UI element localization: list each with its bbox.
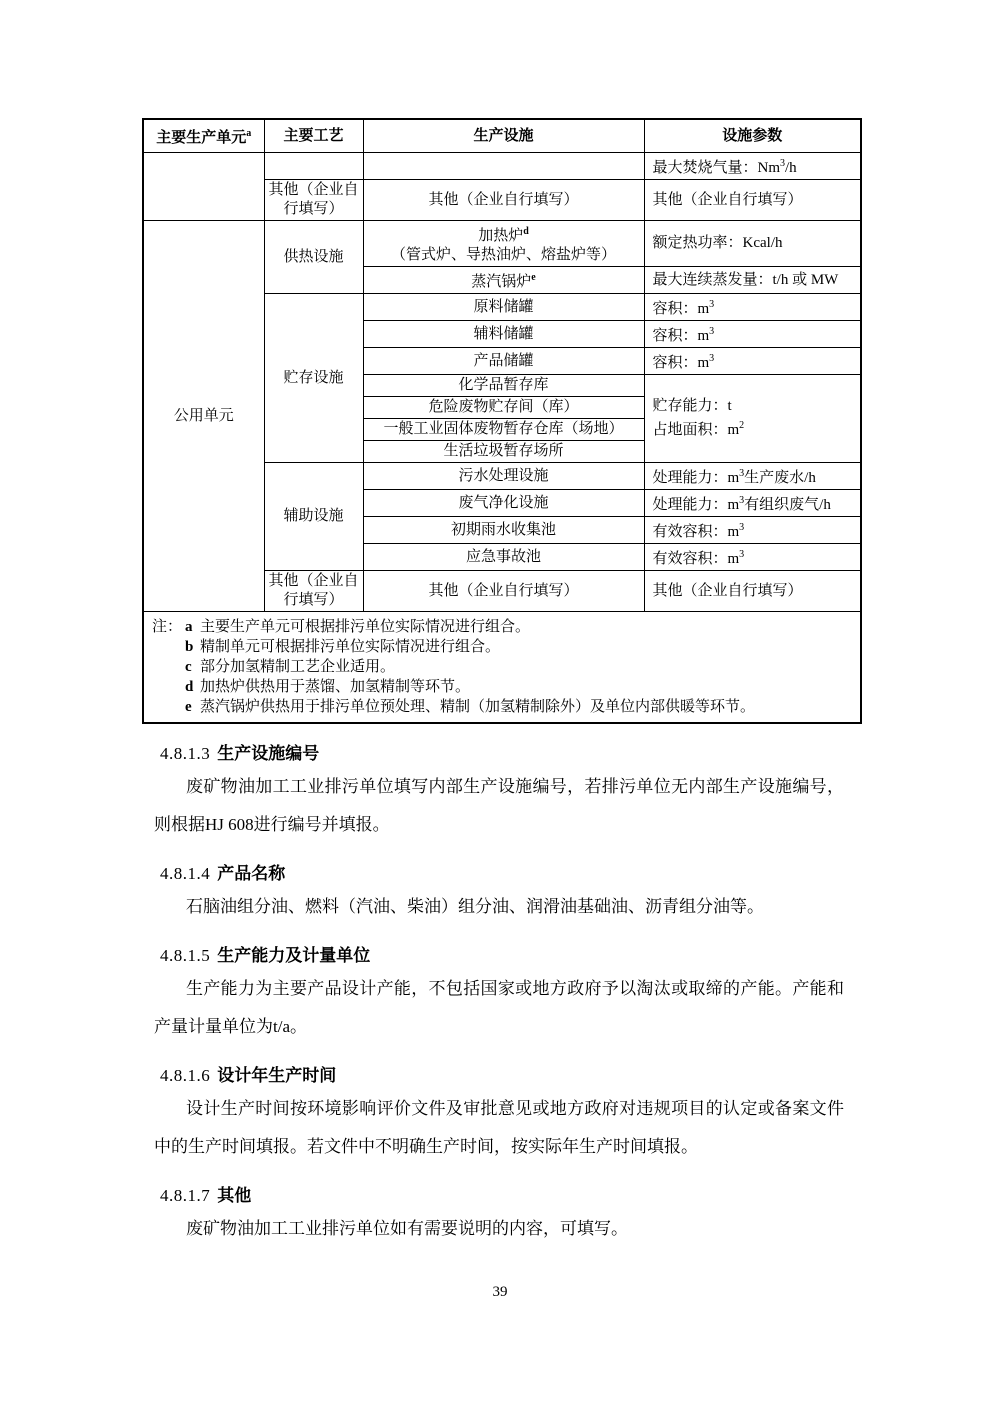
cell-emergency-pool: 应急事故池	[363, 544, 644, 571]
note-text: 蒸汽锅炉供热用于排污单位预处理、精制（加氢精制除外）及单位内部供暖等环节。	[200, 699, 756, 715]
page-number: 39	[492, 1284, 508, 1300]
cell-rain-param	[644, 517, 861, 544]
cell-gas-purify: 废气净化设施	[363, 490, 644, 517]
param-text: 处理能力：m	[652, 470, 740, 486]
header-facility: 生产设施	[363, 119, 644, 153]
section-heading	[160, 944, 860, 968]
cell-facility-other-bottom: 其他（企业自行填写）	[363, 571, 644, 612]
cell-param-other-bottom: 其他（企业自行填写）	[644, 571, 861, 612]
section-title: 生产能力及计量单位	[217, 946, 371, 965]
section-title: 生产设施编号	[217, 744, 320, 763]
section-heading	[160, 742, 860, 766]
cell-auxiliary-label: 辅助设施	[264, 463, 363, 571]
cell-process-other-bottom: 其他（企业自行填写）	[264, 571, 363, 612]
cell-sewage: 污水处理设施	[363, 463, 644, 490]
table-header-row	[143, 119, 861, 153]
cell-emergency-param	[644, 544, 861, 571]
superscript-3: 3	[739, 495, 745, 506]
superscript-3: 3	[709, 353, 715, 364]
param-text: 处理能力：m	[652, 497, 740, 513]
table-notes	[143, 612, 861, 724]
section-4-8-1-5	[142, 944, 860, 1046]
note-a	[152, 617, 852, 637]
cell-public-unit: 公用单元	[143, 221, 264, 612]
section-heading	[160, 1064, 860, 1088]
note-letter: a	[185, 619, 193, 635]
note-text: 加热炉供热用于蒸馏、加氢精制等环节。	[200, 679, 471, 695]
superscript-3: 3	[739, 549, 745, 560]
facility-text: （管式炉、导热油炉、熔盐炉等）	[390, 247, 616, 263]
param-line	[653, 416, 857, 440]
note-c	[152, 657, 852, 677]
production-facilities-table	[142, 118, 862, 724]
cell-aux-tank: 辅料储罐	[363, 321, 644, 348]
section-number: 4.8.1.5	[160, 946, 211, 965]
note-e	[152, 697, 852, 717]
cell-gas-param	[644, 490, 861, 517]
section-heading	[160, 862, 860, 886]
section-title: 设计年生产时间	[217, 1066, 337, 1085]
section-4-8-1-7	[142, 1184, 860, 1248]
cell-heater	[363, 221, 644, 267]
note-text: 精制单元可根据排污单位实际情况进行组合。	[200, 639, 501, 655]
cell-unit-empty	[143, 153, 264, 221]
param-unit: 生产废水/h	[744, 470, 816, 486]
cell-product-tank: 产品储罐	[363, 348, 644, 375]
cell-facility-empty	[363, 153, 644, 180]
table-row	[143, 221, 861, 267]
cell-chem-depot: 化学品暂存库	[363, 375, 644, 397]
section-4-8-1-6	[142, 1064, 860, 1166]
section-number: 4.8.1.6	[160, 1066, 211, 1085]
param-line: 贮存能力：t	[652, 398, 732, 414]
facility-text: 蒸汽锅炉	[471, 274, 532, 290]
superscript-3: 3	[780, 158, 786, 169]
cell-param-other-top: 其他（企业自行填写）	[644, 180, 861, 221]
cell-hazard-depot: 危险废物贮存间（库）	[363, 397, 644, 419]
section-number: 4.8.1.3	[160, 744, 211, 763]
note-text: 主要生产单元可根据排污单位实际情况进行组合。	[200, 619, 531, 635]
page-content	[142, 118, 860, 1248]
superscript-3: 3	[709, 299, 715, 310]
param-unit: 有组织废气/h	[744, 497, 831, 513]
section-number: 4.8.1.4	[160, 864, 211, 883]
section-title: 产品名称	[217, 864, 286, 883]
cell-heating-label: 供热设施	[264, 221, 363, 294]
cell-raw-tank: 原料储罐	[363, 294, 644, 321]
param-unit: /h	[785, 160, 797, 176]
section-number: 4.8.1.7	[160, 1186, 211, 1205]
cell-process-empty	[264, 153, 363, 180]
header-params: 设施参数	[644, 119, 861, 153]
superscript-e: e	[531, 272, 536, 283]
section-paragraph: 废矿物油加工工业排污单位填写内部生产设施编号，若排污单位无内部生产设施编号，则根据HJ 608进行编号并填报。	[154, 777, 844, 834]
superscript-d: d	[523, 226, 529, 237]
note-prefix: 注：	[152, 619, 183, 635]
note-d	[152, 677, 852, 697]
cell-process-other-top: 其他（企业自行填写）	[264, 180, 363, 221]
superscript-a: a	[246, 128, 252, 139]
cell-product-tank-param	[644, 348, 861, 375]
cell-storage-merged-param	[644, 375, 861, 463]
cell-facility-other-top: 其他（企业自行填写）	[363, 180, 644, 221]
superscript-3: 3	[709, 326, 715, 337]
section-paragraph: 废矿物油加工工业排污单位如有需要说明的内容，可填写。	[186, 1219, 628, 1238]
param-text: 有效容积：m	[652, 524, 740, 540]
superscript-3: 3	[739, 468, 745, 479]
cell-sewage-param	[644, 463, 861, 490]
cell-rainwater: 初期雨水收集池	[363, 517, 644, 544]
section-paragraph: 生产能力为主要产品设计产能，不包括国家或地方政府予以淘汰或取缔的产能。产能和产量计量单位为t/a。	[154, 979, 844, 1036]
section-paragraph: 设计生产时间按环境影响评价文件及审批意见或地方政府对违规项目的认定或备案文件中的生产时间填报。若文件中不明确生产时间，按实际年生产时间填报。	[154, 1099, 844, 1156]
cell-aux-tank-param	[644, 321, 861, 348]
header-main-unit	[143, 119, 264, 153]
param-text: 容积：m	[652, 328, 710, 344]
cell-storage-label: 贮存设施	[264, 294, 363, 463]
cell-garbage-depot: 生活垃圾暂存场所	[363, 441, 644, 463]
section-4-8-1-3	[142, 742, 860, 844]
superscript-2: 2	[739, 420, 745, 431]
section-4-8-1-4	[142, 862, 860, 926]
cell-raw-tank-param	[644, 294, 861, 321]
cell-incinerator-param	[644, 153, 861, 180]
note-text: 部分加氢精制工艺企业适用。	[200, 659, 396, 675]
cell-heater-param: 额定热功率：Kcal/h	[644, 221, 861, 267]
section-paragraph: 石脑油组分油、燃料（汽油、柴油）组分油、润滑油基础油、沥青组分油等。	[186, 897, 764, 916]
superscript-3: 3	[739, 522, 745, 533]
facility-text: 加热炉	[478, 228, 524, 244]
note-letter: b	[185, 639, 194, 655]
param-text: 最大焚烧气量：Nm	[652, 160, 781, 176]
cell-boiler-param: 最大连续蒸发量：t/h 或 MW	[644, 267, 861, 294]
note-letter: d	[185, 679, 194, 695]
cell-solid-depot: 一般工业固体废物暂存仓库（场地）	[363, 419, 644, 441]
param-text: 容积：m	[652, 355, 710, 371]
section-title: 其他	[217, 1186, 252, 1205]
param-text: 容积：m	[652, 301, 710, 317]
note-b	[152, 637, 852, 657]
param-text: 有效容积：m	[652, 551, 740, 567]
table-notes-row	[143, 612, 861, 724]
param-text: 占地面积：m	[652, 422, 740, 438]
table-row	[143, 153, 861, 180]
header-process: 主要工艺	[264, 119, 363, 153]
cell-boiler	[363, 267, 644, 294]
note-letter: e	[185, 699, 192, 715]
header-label: 主要生产单元	[156, 130, 247, 146]
section-heading	[160, 1184, 860, 1208]
note-letter: c	[185, 659, 192, 675]
